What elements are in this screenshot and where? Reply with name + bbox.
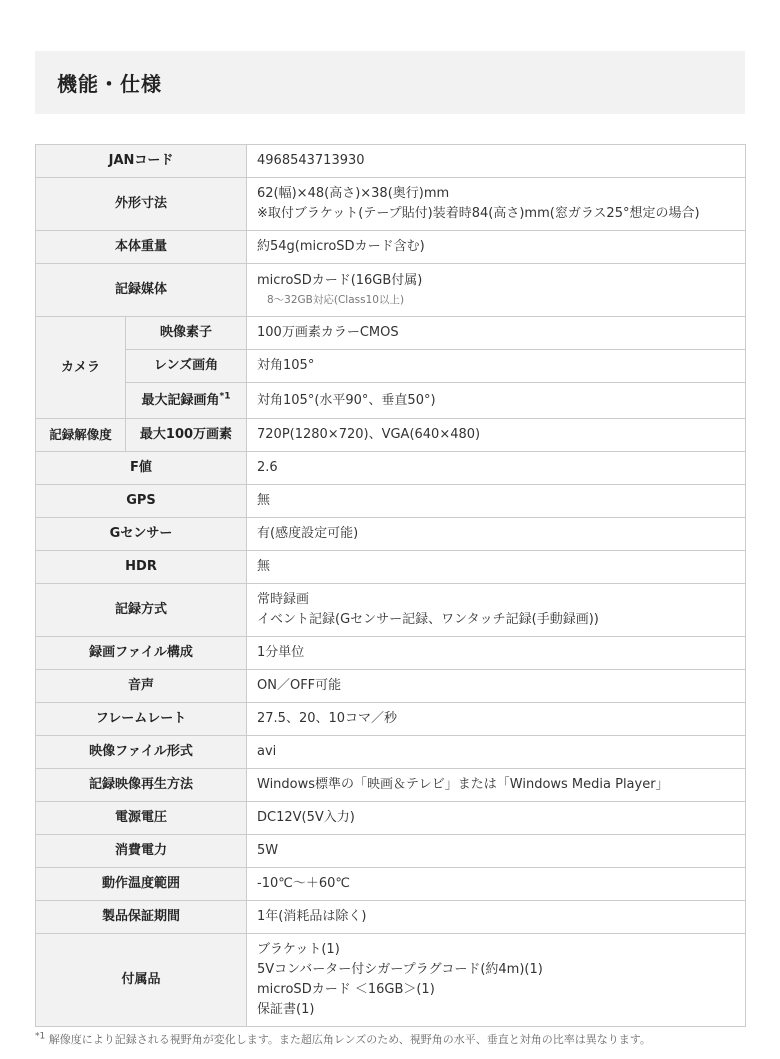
- spec-value-line: microSDカード(16GB付属): [257, 273, 423, 288]
- spec-value-line: ※取付ブラケット(テープ貼付)装着時84(高さ)mm(窓ガラス25°想定の場合): [257, 206, 700, 221]
- footnote-text: 解像度により記録される視野角が変化します。また超広角レンズのため、視野角の水平、垂直と対角の比率は異なります。: [48, 1033, 651, 1046]
- spec-label: 付属品: [36, 934, 247, 1027]
- spec-label: 製品保証期間: [36, 901, 247, 934]
- spec-value: 約54g(microSDカード含む): [247, 231, 746, 264]
- spec-label: Gセンサー: [36, 518, 247, 551]
- spec-group-label: カメラ: [36, 317, 126, 419]
- spec-value: [247, 584, 746, 637]
- spec-value-line: 62(幅)×48(高さ)×38(奥行)mm: [257, 186, 450, 201]
- table-row: [36, 178, 746, 231]
- spec-label: レンズ画角: [126, 350, 247, 383]
- spec-value-line: イベント記録(Gセンサー記録、ワンタッチ記録(手動録画)): [257, 612, 599, 627]
- spec-label: 録画ファイル構成: [36, 637, 247, 670]
- spec-value: 27.5、20、10コマ／秒: [247, 703, 746, 736]
- accessory-item: 保証書(1): [257, 1002, 315, 1017]
- table-row: [36, 901, 746, 934]
- table-row: [36, 145, 746, 178]
- spec-value-note: 8～32GB対応(Class10以上): [267, 294, 405, 306]
- spec-label: [126, 383, 247, 419]
- spec-label: 最大100万画素: [126, 419, 247, 452]
- spec-value: 1分単位: [247, 637, 746, 670]
- table-row: [36, 264, 746, 317]
- spec-value: avi: [247, 736, 746, 769]
- spec-group-label: 記録解像度: [36, 419, 126, 452]
- table-row: [36, 518, 746, 551]
- table-row: [36, 419, 746, 452]
- spec-label: F値: [36, 452, 247, 485]
- spec-value: 5W: [247, 835, 746, 868]
- section-header: [35, 51, 745, 114]
- accessory-item: microSDカード ＜16GB＞(1): [257, 982, 435, 997]
- table-row: [36, 835, 746, 868]
- spec-value: 有(感度設定可能): [247, 518, 746, 551]
- table-row: [36, 802, 746, 835]
- spec-label-text: 最大記録画角: [141, 392, 220, 408]
- section-title: 機能・仕様: [57, 72, 162, 96]
- spec-table: [35, 144, 746, 1027]
- spec-label: フレームレート: [36, 703, 247, 736]
- table-row: [36, 485, 746, 518]
- spec-label: 映像素子: [126, 317, 247, 350]
- spec-label: GPS: [36, 485, 247, 518]
- table-row: [36, 868, 746, 901]
- spec-value: 100万画素カラーCMOS: [247, 317, 746, 350]
- table-row: [36, 670, 746, 703]
- table-row: [36, 350, 746, 383]
- spec-label: 外形寸法: [36, 178, 247, 231]
- table-row: [36, 452, 746, 485]
- table-row: [36, 637, 746, 670]
- spec-label: 記録映像再生方法: [36, 769, 247, 802]
- table-row: [36, 551, 746, 584]
- spec-value: [247, 178, 746, 231]
- spec-value: DC12V(5V入力): [247, 802, 746, 835]
- footnote-mark: *1: [35, 1031, 46, 1042]
- spec-label: 動作温度範囲: [36, 868, 247, 901]
- accessory-item: ブラケット(1): [257, 942, 340, 957]
- spec-value-line: 常時録画: [257, 592, 310, 607]
- spec-value: -10℃～＋60℃: [247, 868, 746, 901]
- spec-value: 2.6: [247, 452, 746, 485]
- table-row: [36, 736, 746, 769]
- spec-label: 本体重量: [36, 231, 247, 264]
- spec-label: 記録方式: [36, 584, 247, 637]
- table-row: [36, 934, 746, 1027]
- spec-label: 音声: [36, 670, 247, 703]
- spec-value: ON／OFF可能: [247, 670, 746, 703]
- spec-value: 無: [247, 485, 746, 518]
- spec-value: Windows標準の「映画＆テレビ」または「Windows Media Player」: [247, 769, 746, 802]
- spec-label: 電源電圧: [36, 802, 247, 835]
- footnote-ref: *1: [219, 391, 231, 402]
- spec-value: 1年(消耗品は除く): [247, 901, 746, 934]
- spec-label: 映像ファイル形式: [36, 736, 247, 769]
- spec-value: [247, 264, 746, 317]
- spec-label: HDR: [36, 551, 247, 584]
- spec-label: 記録媒体: [36, 264, 247, 317]
- spec-label: JANコード: [36, 145, 247, 178]
- table-row: [36, 231, 746, 264]
- spec-value: 4968543713930: [247, 145, 746, 178]
- spec-value: [247, 934, 746, 1027]
- accessory-item: 5Vコンバーター付シガープラグコード(約4m)(1): [257, 962, 543, 977]
- spec-label: 消費電力: [36, 835, 247, 868]
- table-row: [36, 703, 746, 736]
- footnote: [35, 1031, 651, 1047]
- spec-value: 720P(1280×720)、VGA(640×480): [247, 419, 746, 452]
- spec-value: 対角105°: [247, 350, 746, 383]
- spec-value: 対角105°(水平90°、垂直50°): [247, 383, 746, 419]
- table-row: [36, 769, 746, 802]
- table-row: [36, 317, 746, 350]
- table-row: [36, 383, 746, 419]
- spec-value: 無: [247, 551, 746, 584]
- table-row: [36, 584, 746, 637]
